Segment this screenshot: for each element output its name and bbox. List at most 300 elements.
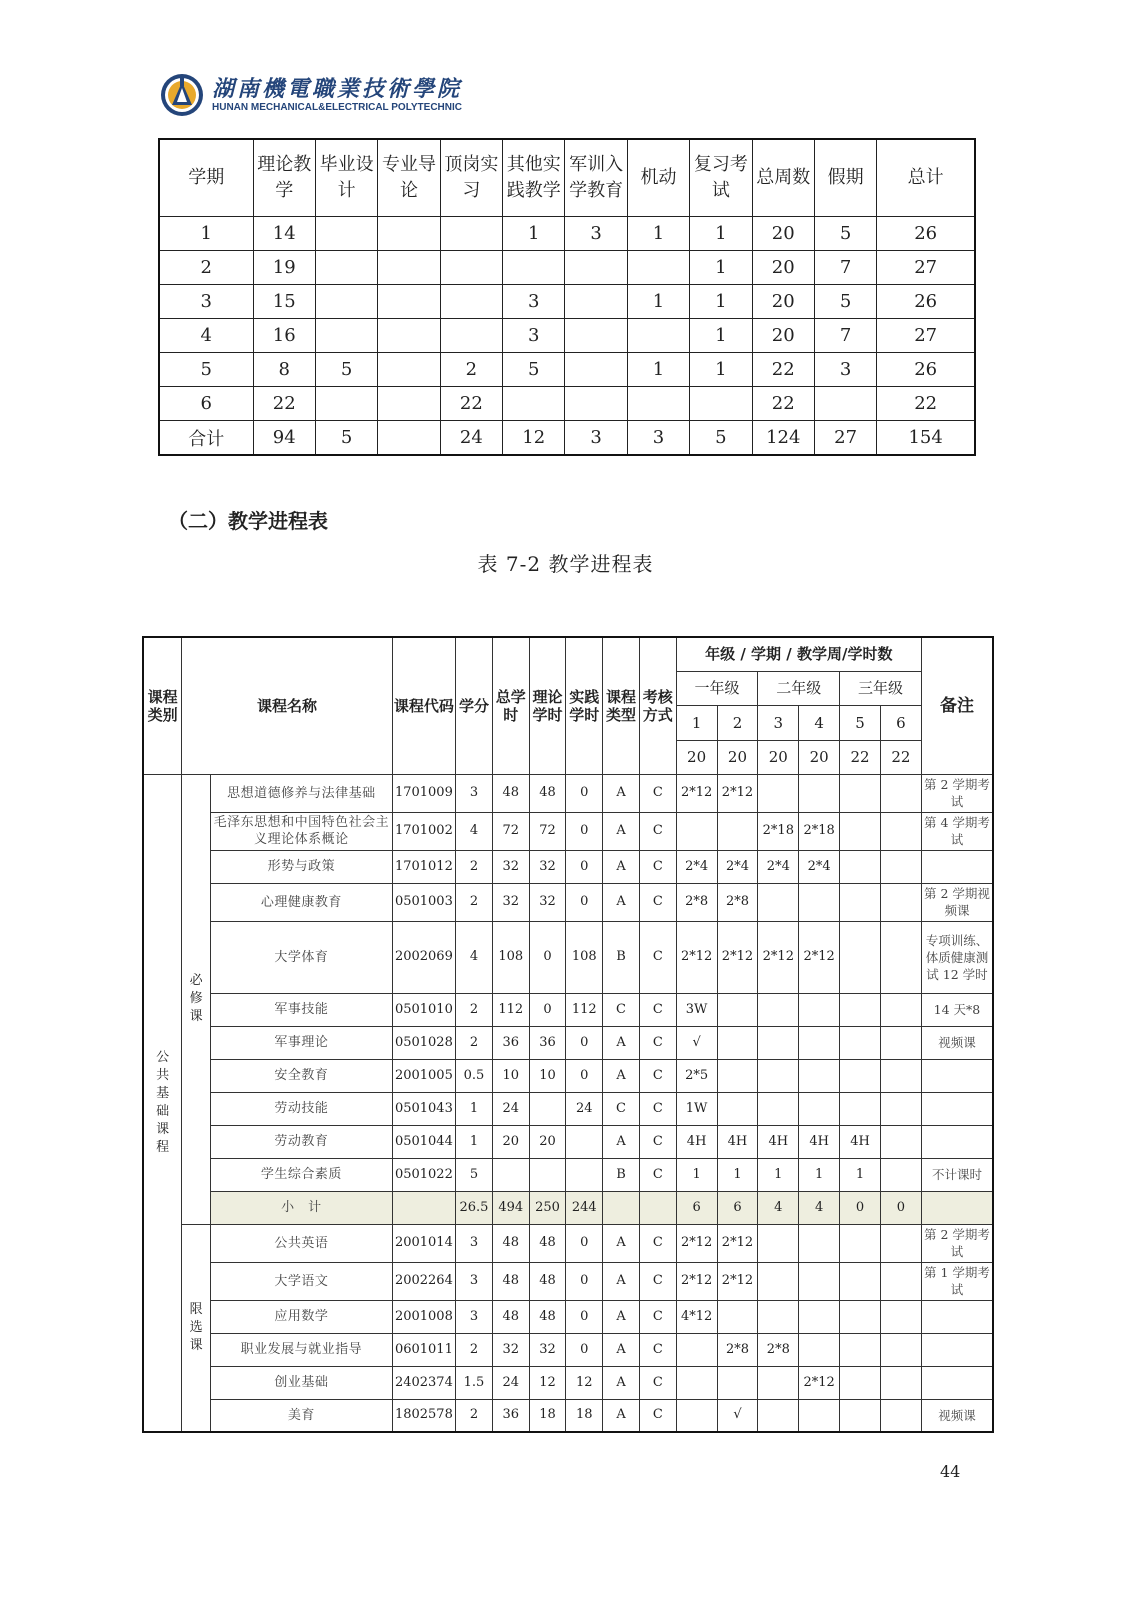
table-cell [627,319,689,353]
course-note [921,1300,993,1333]
course-note [921,1366,993,1399]
table-cell [565,319,627,353]
header-grade-semester: 年级 / 学期 / 教学周/学时数 [676,637,921,671]
table-cell: 20 [752,285,814,319]
semester-hours: 2*12 [676,774,717,812]
course-type: A [603,1399,640,1432]
table-cell: 2 [159,251,253,285]
semester-hours: 4H [717,1125,758,1158]
course-type: A [603,1262,640,1300]
course-exam: C [639,1399,676,1432]
course-exam: C [639,1158,676,1191]
table-cell [378,353,440,387]
header-weeks: 22 [880,740,921,774]
table-cell [315,387,377,421]
course-practice: 12 [566,1366,603,1399]
table-row [143,1300,993,1333]
table-cell [690,387,752,421]
semester-hours [880,1158,921,1191]
required-cell [182,774,211,1224]
semester-hours [799,1333,840,1366]
course-total: 48 [492,1300,529,1333]
table-cell: 94 [253,421,315,456]
course-theory: 36 [529,1026,566,1059]
table-cell: 1 [159,217,253,251]
header-weeks: 22 [840,740,881,774]
semester-hours [717,993,758,1026]
table-cell: 8 [253,353,315,387]
table-cell: 1 [690,353,752,387]
semester-hours: 2*12 [676,921,717,993]
course-total: 32 [492,1333,529,1366]
table-cell: 26 [877,217,975,251]
school-name-en: HUNAN MECHANICAL&ELECTRICAL POLYTECHNIC [212,102,463,113]
course-practice: 108 [566,921,603,993]
semester-hours [880,1333,921,1366]
course-name: 职业发展与就业指导 [210,1333,392,1366]
semester-hours [880,1026,921,1059]
header-total-hours: 总学时 [492,637,529,774]
table-cell: 7 [814,319,876,353]
semester-hours: 2*12 [758,921,799,993]
header-weeks: 20 [676,740,717,774]
header-course-type: 课程类型 [603,637,640,774]
table-cell [440,251,502,285]
semester-hours: 1 [758,1158,799,1191]
table-cell: 19 [253,251,315,285]
semester-hours: 4H [676,1125,717,1158]
semester-hours [880,883,921,921]
course-exam: C [639,1366,676,1399]
table-cell: 5 [159,353,253,387]
course-exam: C [639,850,676,883]
table-cell: 5 [315,421,377,456]
course-code: 2001005 [392,1059,455,1092]
course-total: 20 [492,1125,529,1158]
elective-label: 限选课 [189,1301,203,1353]
category-label: 公共基础课程 [156,1049,170,1155]
semester-hours [799,1224,840,1262]
header-cell: 理论教学 [253,139,315,217]
semester-hours [840,1399,881,1432]
semester-hours [880,1224,921,1262]
course-practice [566,1158,603,1191]
course-total: 32 [492,850,529,883]
semester-hours [840,1059,881,1092]
course-credit: 1 [456,1092,493,1125]
course-credit: 5 [456,1158,493,1191]
table-row [159,353,975,387]
table-cell: 5 [315,353,377,387]
semester-hours [717,1026,758,1059]
table-cell: 26 [877,285,975,319]
subtotal-credit: 26.5 [456,1191,493,1224]
subtotal-note [921,1191,993,1224]
subtotal-semester: 6 [676,1191,717,1224]
course-total: 108 [492,921,529,993]
subtotal-semester: 0 [880,1191,921,1224]
table-cell: 22 [440,387,502,421]
semester-hours: 1 [717,1158,758,1191]
course-theory [529,1158,566,1191]
semester-hours [717,1366,758,1399]
header-cell: 毕业设计 [315,139,377,217]
subtotal-semester: 6 [717,1191,758,1224]
header-course-name: 课程名称 [182,637,392,774]
course-theory: 0 [529,921,566,993]
table-cell: 1 [503,217,565,251]
course-code: 0601011 [392,1333,455,1366]
table-row [143,883,993,921]
table-cell: 15 [253,285,315,319]
header-cell: 总计 [877,139,975,217]
course-total: 36 [492,1026,529,1059]
table-cell: 1 [690,319,752,353]
course-name: 学生综合素质 [210,1158,392,1191]
course-name: 美育 [210,1399,392,1432]
course-code: 1701002 [392,812,455,850]
course-type: A [603,1366,640,1399]
header-semester: 5 [840,705,881,740]
subtotal-semester: 4 [758,1191,799,1224]
table-cell [378,387,440,421]
header-year-1: 一年级 [676,671,758,705]
table-row [159,285,975,319]
course-exam: C [639,1125,676,1158]
header-semester: 4 [799,705,840,740]
course-note [921,850,993,883]
course-practice: 0 [566,812,603,850]
course-practice: 0 [566,1300,603,1333]
semester-hours [758,1300,799,1333]
header-exam-mode: 考核方式 [639,637,676,774]
semester-hours [758,1224,799,1262]
course-exam: C [639,1092,676,1125]
course-type: A [603,1224,640,1262]
school-name [212,76,462,114]
table-row [143,850,993,883]
semester-hours: 2*12 [799,921,840,993]
course-type: B [603,1158,640,1191]
semester-hours: 4*12 [676,1300,717,1333]
table-cell: 154 [877,421,975,456]
table-cell: 1 [690,285,752,319]
semester-hours [840,1092,881,1125]
table-cell: 1 [690,217,752,251]
semester-hours: 1W [676,1092,717,1125]
semester-hours [840,883,881,921]
table-cell: 3 [565,421,627,456]
course-credit: 3 [456,1224,493,1262]
course-total: 32 [492,883,529,921]
course-total: 24 [492,1092,529,1125]
header-weeks: 20 [799,740,840,774]
semester-hours: 2*12 [717,1224,758,1262]
table-cell: 22 [752,387,814,421]
table-cell: 5 [503,353,565,387]
table-row [159,421,975,456]
semester-hours [676,1399,717,1432]
course-type: A [603,883,640,921]
semester-hours [717,812,758,850]
semester-hours: 2*8 [676,883,717,921]
course-note: 专项训练、体质健康测试 12 学时 [921,921,993,993]
table-cell: 5 [814,285,876,319]
table-cell: 20 [752,319,814,353]
subtotal-label: 小 计 [210,1191,392,1224]
course-theory: 48 [529,1262,566,1300]
header-course-code: 课程代码 [392,637,455,774]
table-row [159,217,975,251]
table-cell [627,251,689,285]
course-theory: 32 [529,883,566,921]
table-row [143,1366,993,1399]
table-cell [378,217,440,251]
table-cell [315,251,377,285]
course-theory: 12 [529,1366,566,1399]
course-type: C [603,993,640,1026]
table-cell [315,319,377,353]
semester-hours: 3W [676,993,717,1026]
course-total [492,1158,529,1191]
course-total: 72 [492,812,529,850]
course-name: 安全教育 [210,1059,392,1092]
course-theory: 48 [529,774,566,812]
course-practice: 0 [566,883,603,921]
course-theory: 48 [529,1224,566,1262]
semester-hours: 1 [676,1158,717,1191]
semester-hours [758,1366,799,1399]
course-type: A [603,1059,640,1092]
header-cell: 机动 [627,139,689,217]
subtotal-semester: 0 [840,1191,881,1224]
table-cell [315,285,377,319]
course-note: 第 2 学期考试 [921,1224,993,1262]
table-row [143,1224,993,1262]
header-cell: 顶岗实习 [440,139,502,217]
course-type: A [603,1125,640,1158]
subtotal-practice: 244 [566,1191,603,1224]
semester-hours: 1 [799,1158,840,1191]
semester-hours [880,812,921,850]
table-row [143,1262,993,1300]
course-code: 0501044 [392,1125,455,1158]
course-practice: 0 [566,774,603,812]
semester-hours [880,993,921,1026]
course-name: 形势与政策 [210,850,392,883]
course-name: 大学体育 [210,921,392,993]
semester-hours [758,774,799,812]
course-practice: 112 [566,993,603,1026]
semester-hours [840,921,881,993]
semester-hours: 2*12 [799,1366,840,1399]
table-cell: 4 [159,319,253,353]
table-cell: 124 [752,421,814,456]
course-type: C [603,1092,640,1125]
course-practice: 0 [566,1224,603,1262]
course-name: 军事理论 [210,1026,392,1059]
course-exam: C [639,1059,676,1092]
required-label: 必修课 [189,973,203,1024]
table-cell: 5 [814,217,876,251]
semester-hours: 2*4 [717,850,758,883]
course-code: 2402374 [392,1366,455,1399]
semester-hours: 2*5 [676,1059,717,1092]
table-cell: 27 [877,251,975,285]
course-theory: 72 [529,812,566,850]
table-row [143,1125,993,1158]
semester-hours [799,1262,840,1300]
table-cell: 5 [690,421,752,456]
semester-hours [880,1059,921,1092]
semester-hours [799,883,840,921]
semester-hours: 2*12 [717,1262,758,1300]
semester-hours: 2*8 [717,883,758,921]
course-exam: C [639,774,676,812]
course-credit: 2 [456,883,493,921]
table-cell: 3 [503,319,565,353]
header-practice-hours: 实践学时 [566,637,603,774]
semester-hours [758,1092,799,1125]
semester-hours: 2*4 [758,850,799,883]
subtotal-total: 494 [492,1191,529,1224]
course-practice [566,1125,603,1158]
course-theory: 48 [529,1300,566,1333]
course-total: 48 [492,1262,529,1300]
table-row [143,1333,993,1366]
table-cell [565,251,627,285]
course-credit: 1 [456,1125,493,1158]
course-note [921,1059,993,1092]
header-remarks: 备注 [921,637,993,774]
course-theory: 0 [529,993,566,1026]
table-cell: 3 [565,217,627,251]
course-credit: 2 [456,993,493,1026]
course-practice: 0 [566,1333,603,1366]
course-note [921,1092,993,1125]
table-cell [315,217,377,251]
course-total: 112 [492,993,529,1026]
header-cell: 学期 [159,139,253,217]
course-code: 0501022 [392,1158,455,1191]
course-practice: 24 [566,1092,603,1125]
table-cell: 2 [440,353,502,387]
course-total: 10 [492,1059,529,1092]
course-credit: 2 [456,1333,493,1366]
course-name: 毛泽东思想和中国特色社会主义理论体系概论 [210,812,392,850]
course-code: 0501028 [392,1026,455,1059]
semester-hours [840,812,881,850]
subtotal-semester: 4 [799,1191,840,1224]
course-code: 0501003 [392,883,455,921]
table-cell: 12 [503,421,565,456]
course-exam: C [639,883,676,921]
header-weeks: 20 [717,740,758,774]
semester-hours [880,1366,921,1399]
semester-hours: 2*12 [676,1224,717,1262]
course-note: 第 2 学期视频课 [921,883,993,921]
header-year-3: 三年级 [840,671,922,705]
semester-hours [717,1092,758,1125]
semester-hours: 2*8 [758,1333,799,1366]
header-semester: 1 [676,705,717,740]
table-row [143,1158,993,1191]
table-cell [440,217,502,251]
section-heading: （二）教学进程表 [168,509,328,533]
course-exam: C [639,1300,676,1333]
course-name: 公共英语 [210,1224,392,1262]
table-cell: 合计 [159,421,253,456]
table-row [159,251,975,285]
semester-hours [717,1300,758,1333]
course-note: 第 2 学期考试 [921,774,993,812]
semester-hours: 2*12 [717,921,758,993]
semester-hours [880,1399,921,1432]
semester-hours [840,993,881,1026]
semester-hours [799,1092,840,1125]
semester-hours [799,993,840,1026]
course-note: 14 天*8 [921,993,993,1026]
course-type: A [603,774,640,812]
table-cell: 1 [690,251,752,285]
semester-hours: 2*12 [676,1262,717,1300]
course-type: A [603,1026,640,1059]
course-type: A [603,850,640,883]
semester-hours [758,993,799,1026]
course-practice: 0 [566,1059,603,1092]
semester-hours: 2*18 [799,812,840,850]
school-logo-icon [160,73,204,117]
table-cell: 3 [814,353,876,387]
table-row [143,1059,993,1092]
course-credit: 3 [456,774,493,812]
table-cell [814,387,876,421]
course-exam: C [639,1262,676,1300]
course-credit: 3 [456,1300,493,1333]
semester-hours [717,1059,758,1092]
course-code: 2001014 [392,1224,455,1262]
course-theory: 20 [529,1125,566,1158]
table-cell [440,319,502,353]
course-name: 心理健康教育 [210,883,392,921]
table-cell: 3 [627,421,689,456]
table-cell [440,285,502,319]
table-row [143,993,993,1026]
semester-hours: 2*18 [758,812,799,850]
semester-hours [840,1026,881,1059]
table-cell: 22 [877,387,975,421]
page-number: 44 [940,1462,961,1481]
table-cell: 3 [159,285,253,319]
course-credit: 2 [456,850,493,883]
course-note: 第 1 学期考试 [921,1262,993,1300]
course-note: 视频课 [921,1026,993,1059]
course-name: 创业基础 [210,1366,392,1399]
semester-hours [676,812,717,850]
course-code: 2001008 [392,1300,455,1333]
course-credit: 3 [456,1262,493,1300]
course-note: 不计课时 [921,1158,993,1191]
table-row [143,1026,993,1059]
course-theory: 32 [529,850,566,883]
semester-hours [799,774,840,812]
school-name-cn: 湖南機電職業技術學院 [212,76,463,102]
page-header [160,70,462,120]
course-name: 军事技能 [210,993,392,1026]
table-cell: 26 [877,353,975,387]
table-row [159,319,975,353]
course-total: 24 [492,1366,529,1399]
